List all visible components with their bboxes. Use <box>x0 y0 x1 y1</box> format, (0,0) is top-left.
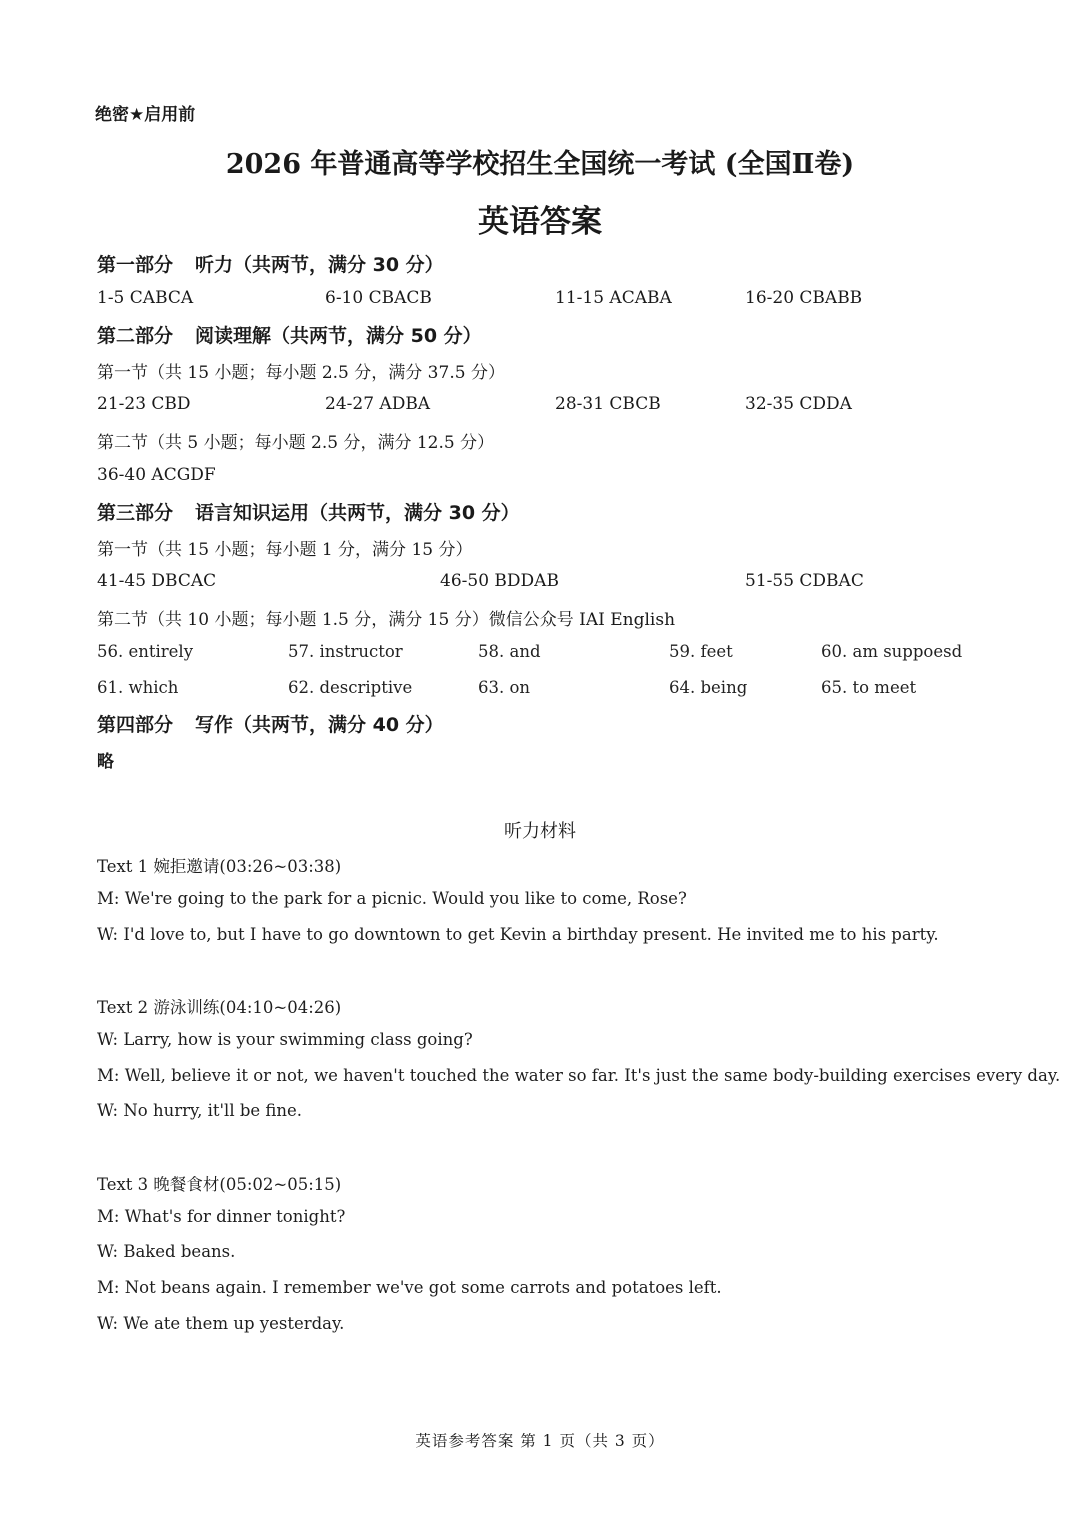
part1-heading <box>97 250 444 277</box>
fill-answer: 65. to meet <box>821 678 917 697</box>
dialogue-line: W: Baked beans. <box>97 1242 236 1261</box>
part2-heading <box>97 321 482 348</box>
answer-group: 6-10 CBACB <box>325 288 432 308</box>
part1-title: 第一部分 <box>97 254 174 276</box>
part3-title: 第三部分 <box>97 502 174 524</box>
dialogue-line: W: I'd love to, but I have to go downtown to get Kevin a birthday present. He invited me to his party. <box>97 925 939 944</box>
answer-group: 21-23 CBD <box>97 394 191 414</box>
dialogue-line: M: What's for dinner tonight? <box>97 1207 346 1226</box>
answer-group: 1-5 CABCA <box>97 288 194 308</box>
answer-group: 16-20 CBABB <box>745 288 863 308</box>
fill-answer: 57. instructor <box>288 642 403 661</box>
part3-heading <box>97 498 520 525</box>
answer-group: 46-50 BDDAB <box>440 571 559 591</box>
fill-answer: 60. am suppoesd <box>821 642 963 661</box>
dialogue-line: W: We ate them up yesterday. <box>97 1314 345 1333</box>
page-footer: 英语参考答案 第 1 页（共 3 页） <box>415 1432 665 1450</box>
part4-heading <box>97 710 444 737</box>
dialogue-line: M: Well, believe it or not, we haven't touched the water so far. It's just the same body-building exercises every day. <box>97 1066 1061 1085</box>
text-heading: Text 3 晚餐食材(05:02~05:15) <box>97 1175 342 1194</box>
text-heading: Text 1 婉拒邀请(03:26~03:38) <box>97 857 342 876</box>
part2-section1-heading: 第一节（共 15 小题；每小题 2.5 分，满分 37.5 分） <box>97 363 505 383</box>
text-heading: Text 2 游泳训练(04:10~04:26) <box>97 998 342 1017</box>
answer-group: 36-40 ACGDF <box>97 465 216 485</box>
listening-title: 听力材料 <box>504 821 576 842</box>
dialogue-line: M: Not beans again. I remember we've got some carrots and potatoes left. <box>97 1278 722 1297</box>
answer-group: 41-45 DBCAC <box>97 571 217 591</box>
document-subtitle: 英语答案 <box>478 204 602 240</box>
fill-answer: 59. feet <box>669 642 733 661</box>
answer-group: 32-35 CDDA <box>745 394 852 414</box>
fill-answer: 58. and <box>478 642 541 661</box>
dialogue-line: M: We're going to the park for a picnic. Would you like to come, Rose? <box>97 889 687 908</box>
answer-group: 51-55 CDBAC <box>745 571 864 591</box>
answer-group: 24-27 ADBA <box>325 394 431 414</box>
part4-note: 略 <box>97 752 114 772</box>
part4-desc: 写作（共两节，满分 40 分） <box>195 714 444 736</box>
part3-desc: 语言知识运用（共两节，满分 30 分） <box>195 502 520 524</box>
part1-desc: 听力（共两节，满分 30 分） <box>195 254 444 276</box>
fill-answer: 62. descriptive <box>288 678 413 697</box>
part3-section1-heading: 第一节（共 15 小题；每小题 1 分，满分 15 分） <box>97 540 473 560</box>
dialogue-line: W: Larry, how is your swimming class going? <box>97 1030 473 1049</box>
part2-desc: 阅读理解（共两节，满分 50 分） <box>195 325 482 347</box>
confidential-mark: 绝密★启用前 <box>95 105 196 125</box>
answer-group: 28-31 CBCB <box>555 394 661 414</box>
fill-answer: 63. on <box>478 678 531 697</box>
answer-group: 11-15 ACABA <box>555 288 672 308</box>
fill-answer: 56. entirely <box>97 642 194 661</box>
part4-title: 第四部分 <box>97 714 174 736</box>
exam-title: 2026 年普通高等学校招生全国统一考试 (全国Ⅱ卷) <box>225 149 855 180</box>
part2-title: 第二部分 <box>97 325 174 347</box>
part3-section2-heading: 第二节（共 10 小题；每小题 1.5 分，满分 15 分）微信公众号 IAI English <box>97 610 676 630</box>
dialogue-line: W: No hurry, it'll be fine. <box>97 1101 303 1120</box>
fill-answer: 64. being <box>669 678 748 697</box>
fill-answer: 61. which <box>97 678 179 697</box>
part2-section2-heading: 第二节（共 5 小题；每小题 2.5 分，满分 12.5 分） <box>97 433 495 453</box>
